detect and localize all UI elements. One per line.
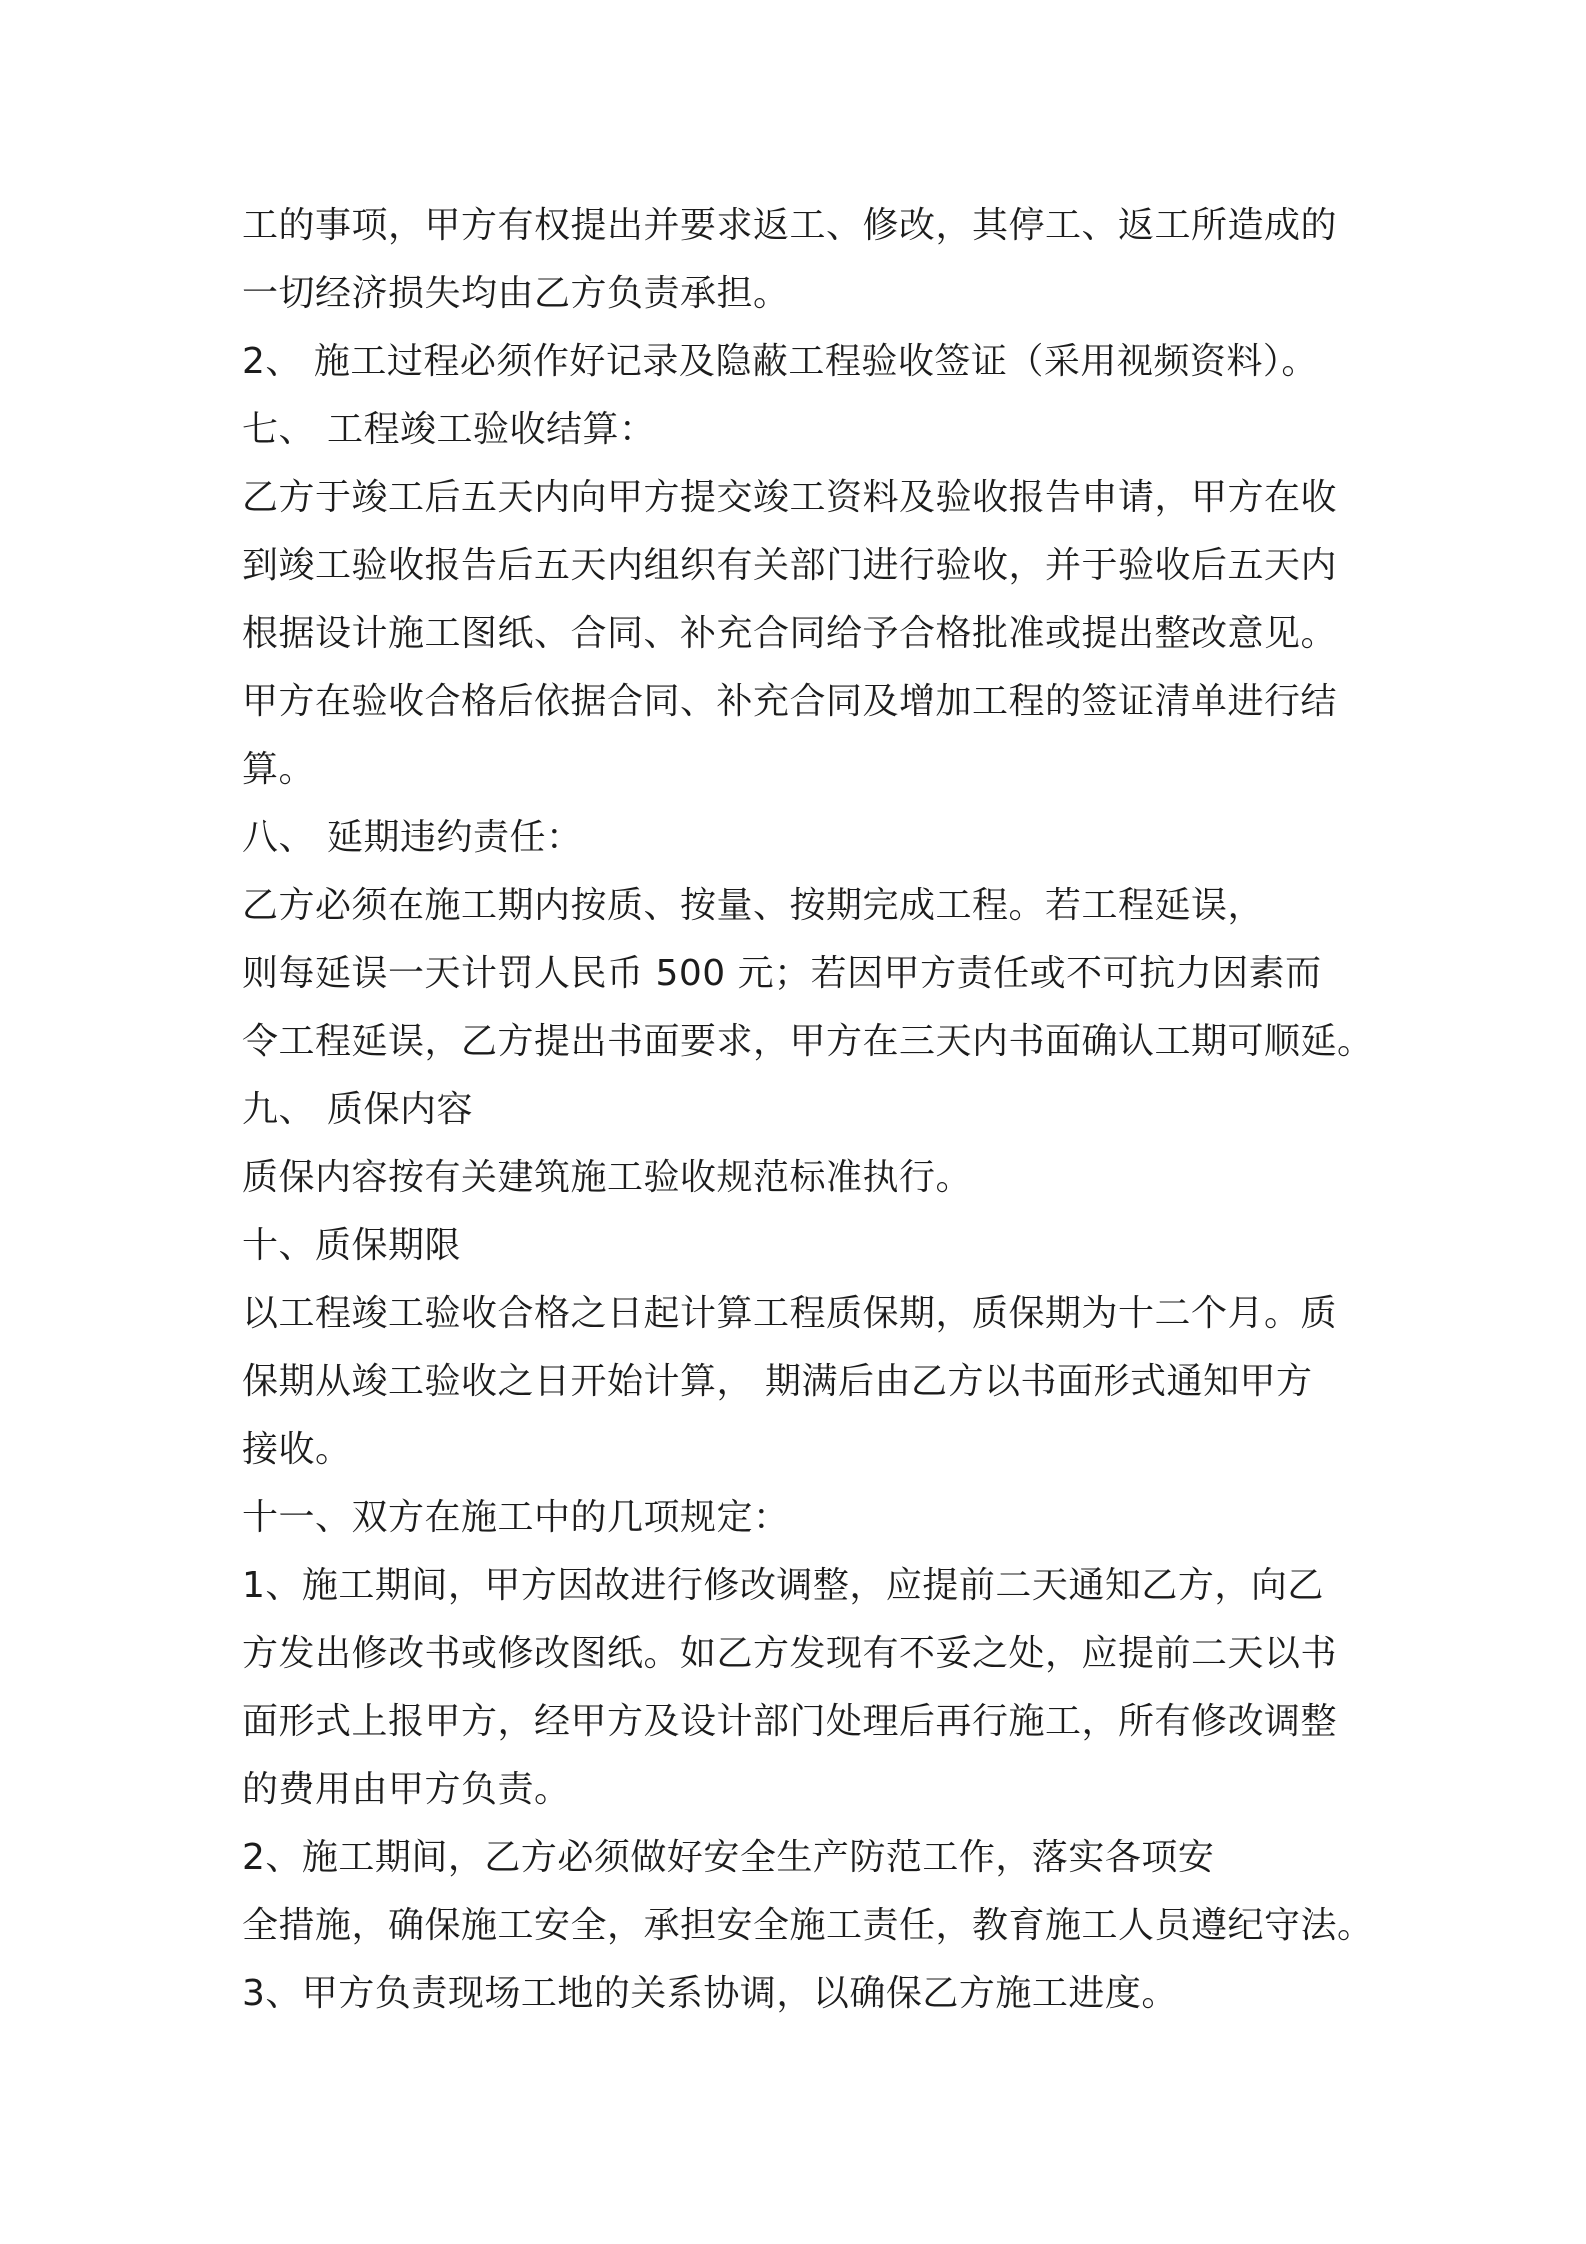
text-line: 3、甲方负责现场工地的关系协调，以确保乙方施工进度。 [242, 1973, 1178, 2014]
document-body [242, 192, 1374, 2028]
section-heading: 十、质保期限 [242, 1225, 462, 1266]
text-line: 到竣工验收报告后五天内组织有关部门进行验收，并于验收后五天内 [242, 545, 1338, 586]
text-line: 保期从竣工验收之日开始计算， 期满后由乙方以书面形式通知甲方 [242, 1361, 1313, 1402]
text-line: 令工程延误，乙方提出书面要求，甲方在三天内书面确认工期可顺延。 [242, 1021, 1374, 1062]
text-line: 工的事项，甲方有权提出并要求返工、修改，其停工、返工所造成的 [242, 205, 1338, 246]
section-heading: 八、 延期违约责任： [242, 817, 583, 858]
text-line: 全措施，确保施工安全，承担安全施工责任，教育施工人员遵纪守法。 [242, 1905, 1374, 1946]
text-line: 2、施工期间，乙方必须做好安全生产防范工作，落实各项安 [242, 1837, 1215, 1878]
text-line: 甲方在验收合格后依据合同、补充合同及增加工程的签证清单进行结 [242, 681, 1338, 722]
section-heading: 九、 质保内容 [242, 1089, 473, 1130]
text-line: 方发出修改书或修改图纸。如乙方发现有不妥之处，应提前二天以书 [242, 1633, 1338, 1674]
text-line: 的费用由甲方负责。 [242, 1769, 571, 1810]
text-line: 2、 施工过程必须作好记录及隐蔽工程验收签证（采用视频资料）。 [242, 341, 1318, 382]
section-heading: 十一、双方在施工中的几项规定： [242, 1497, 790, 1538]
text-line: 则每延误一天计罚人民币 500 元；若因甲方责任或不可抗力因素而 [242, 953, 1322, 994]
section-heading: 七、 工程竣工验收结算： [242, 409, 656, 450]
text-line: 以工程竣工验收合格之日起计算工程质保期，质保期为十二个月。质 [242, 1293, 1338, 1334]
text-line: 质保内容按有关建筑施工验收规范标准执行。 [242, 1157, 973, 1198]
text-line: 面形式上报甲方，经甲方及设计部门处理后再行施工，所有修改调整 [242, 1701, 1338, 1742]
text-line: 根据设计施工图纸、合同、补充合同给予合格批准或提出整改意见。 [242, 613, 1338, 654]
text-line: 1、施工期间，甲方因故进行修改调整，应提前二天通知乙方，向乙 [242, 1565, 1324, 1606]
text-line: 一切经济损失均由乙方负责承担。 [242, 273, 790, 314]
text-line: 算。 [242, 749, 316, 790]
text-line: 乙方必须在施工期内按质、按量、按期完成工程。若工程延误， [242, 885, 1265, 926]
text-line: 乙方于竣工后五天内向甲方提交竣工资料及验收报告申请，甲方在收 [242, 477, 1338, 518]
text-line: 接收。 [242, 1429, 352, 1470]
